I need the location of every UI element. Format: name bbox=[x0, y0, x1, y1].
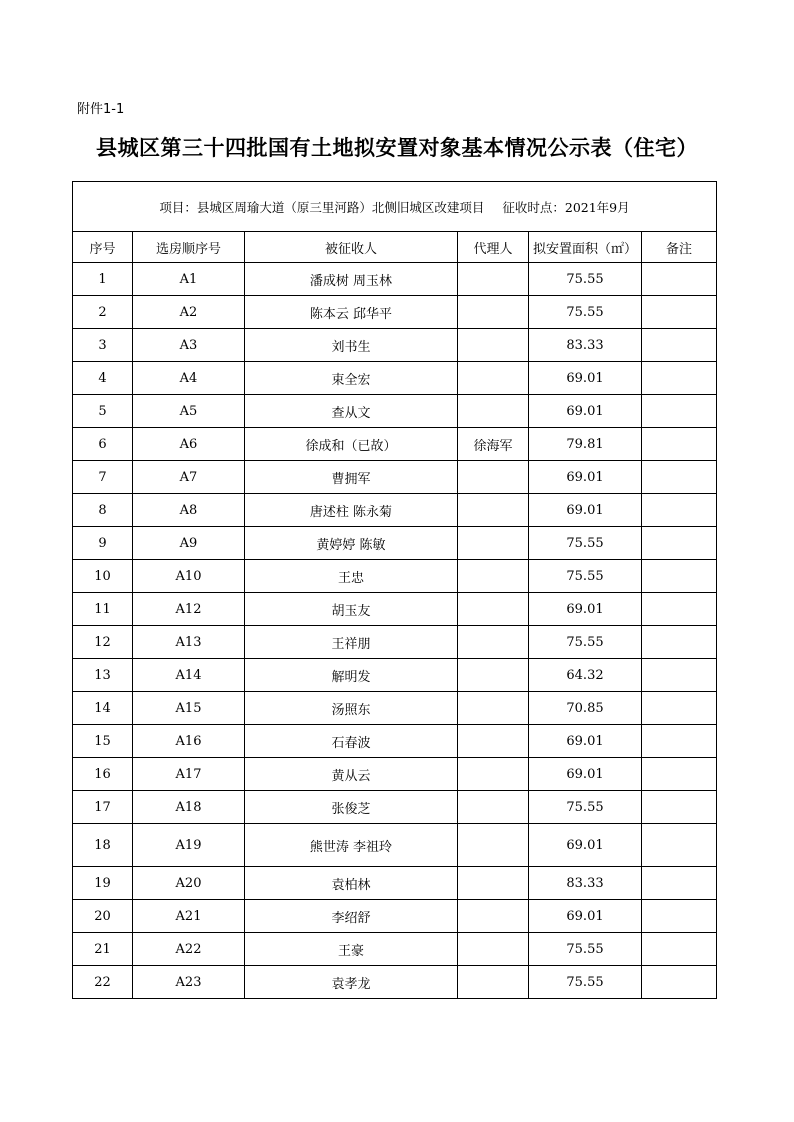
cell-order: A9 bbox=[133, 527, 245, 560]
cell-name: 王祥朋 bbox=[245, 626, 458, 659]
cell-order: A21 bbox=[133, 900, 245, 933]
cell-order: A1 bbox=[133, 263, 245, 296]
cell-area: 75.55 bbox=[529, 933, 642, 966]
cell-note bbox=[642, 966, 717, 999]
cell-no: 19 bbox=[73, 867, 133, 900]
cell-name: 石春波 bbox=[245, 725, 458, 758]
cell-area: 75.55 bbox=[529, 791, 642, 824]
cell-area: 75.55 bbox=[529, 527, 642, 560]
project-label: 项目：县城区周瑜大道（原三里河路）北侧旧城区改建项目 bbox=[159, 199, 485, 215]
cell-agent bbox=[458, 362, 529, 395]
cell-no: 1 bbox=[73, 263, 133, 296]
cell-no: 16 bbox=[73, 758, 133, 791]
cell-note bbox=[642, 867, 717, 900]
table-row bbox=[73, 428, 717, 461]
cell-order: A13 bbox=[133, 626, 245, 659]
cell-area: 69.01 bbox=[529, 395, 642, 428]
attachment-label: 附件1-1 bbox=[77, 102, 125, 117]
cell-area: 69.01 bbox=[529, 362, 642, 395]
cell-order: A15 bbox=[133, 692, 245, 725]
table-row bbox=[73, 626, 717, 659]
table-row bbox=[73, 296, 717, 329]
cell-name: 曹拥军 bbox=[245, 461, 458, 494]
cell-name: 刘书生 bbox=[245, 329, 458, 362]
cell-area: 69.01 bbox=[529, 494, 642, 527]
cell-agent bbox=[458, 560, 529, 593]
cell-no: 7 bbox=[73, 461, 133, 494]
cell-note bbox=[642, 263, 717, 296]
cell-no: 21 bbox=[73, 933, 133, 966]
cell-order: A22 bbox=[133, 933, 245, 966]
cell-agent bbox=[458, 933, 529, 966]
cell-name: 束全宏 bbox=[245, 362, 458, 395]
header-order: 选房顺序号 bbox=[133, 232, 245, 263]
cell-agent bbox=[458, 527, 529, 560]
cell-note bbox=[642, 362, 717, 395]
table-row bbox=[73, 461, 717, 494]
cell-note bbox=[642, 824, 717, 867]
cell-name: 张俊芝 bbox=[245, 791, 458, 824]
cell-area: 69.01 bbox=[529, 758, 642, 791]
table-row bbox=[73, 395, 717, 428]
table-row bbox=[73, 867, 717, 900]
cell-agent bbox=[458, 867, 529, 900]
cell-order: A4 bbox=[133, 362, 245, 395]
cell-no: 4 bbox=[73, 362, 133, 395]
cell-no: 18 bbox=[73, 824, 133, 867]
header-no: 序号 bbox=[73, 232, 133, 263]
cell-agent bbox=[458, 296, 529, 329]
cell-name: 李绍舒 bbox=[245, 900, 458, 933]
cell-note bbox=[642, 659, 717, 692]
cell-agent bbox=[458, 626, 529, 659]
resettlement-table bbox=[72, 181, 717, 999]
cell-order: A18 bbox=[133, 791, 245, 824]
cell-order: A2 bbox=[133, 296, 245, 329]
cell-no: 3 bbox=[73, 329, 133, 362]
table-row bbox=[73, 560, 717, 593]
cell-order: A12 bbox=[133, 593, 245, 626]
cell-name: 解明发 bbox=[245, 659, 458, 692]
cell-note bbox=[642, 395, 717, 428]
cell-order: A3 bbox=[133, 329, 245, 362]
cell-order: A10 bbox=[133, 560, 245, 593]
header-area: 拟安置面积（㎡） bbox=[529, 232, 642, 263]
cell-note bbox=[642, 560, 717, 593]
table-row bbox=[73, 791, 717, 824]
cell-name: 潘成树 周玉林 bbox=[245, 263, 458, 296]
cell-area: 64.32 bbox=[529, 659, 642, 692]
table-row bbox=[73, 692, 717, 725]
cell-agent bbox=[458, 395, 529, 428]
cell-order: A8 bbox=[133, 494, 245, 527]
cell-note bbox=[642, 791, 717, 824]
cell-name: 徐成和（已故） bbox=[245, 428, 458, 461]
table-row bbox=[73, 362, 717, 395]
cell-agent bbox=[458, 900, 529, 933]
cell-no: 8 bbox=[73, 494, 133, 527]
cell-no: 22 bbox=[73, 966, 133, 999]
project-info-row bbox=[73, 182, 717, 232]
cell-area: 75.55 bbox=[529, 626, 642, 659]
cell-no: 11 bbox=[73, 593, 133, 626]
cell-name: 唐述柱 陈永菊 bbox=[245, 494, 458, 527]
cell-area: 75.55 bbox=[529, 296, 642, 329]
cell-no: 13 bbox=[73, 659, 133, 692]
cell-area: 79.81 bbox=[529, 428, 642, 461]
table-body bbox=[73, 182, 717, 999]
cell-area: 69.01 bbox=[529, 725, 642, 758]
cell-no: 9 bbox=[73, 527, 133, 560]
cell-name: 王豪 bbox=[245, 933, 458, 966]
cell-no: 2 bbox=[73, 296, 133, 329]
cell-area: 69.01 bbox=[529, 824, 642, 867]
cell-note bbox=[642, 494, 717, 527]
cell-area: 75.55 bbox=[529, 966, 642, 999]
cell-note bbox=[642, 461, 717, 494]
cell-agent bbox=[458, 791, 529, 824]
cell-order: A14 bbox=[133, 659, 245, 692]
cell-area: 69.01 bbox=[529, 900, 642, 933]
cell-order: A20 bbox=[133, 867, 245, 900]
table-row bbox=[73, 758, 717, 791]
cell-no: 10 bbox=[73, 560, 133, 593]
cell-agent bbox=[458, 593, 529, 626]
cell-agent bbox=[458, 692, 529, 725]
cell-note bbox=[642, 692, 717, 725]
header-note: 备注 bbox=[642, 232, 717, 263]
cell-agent bbox=[458, 725, 529, 758]
cell-note bbox=[642, 527, 717, 560]
cell-note bbox=[642, 296, 717, 329]
cell-name: 袁柏林 bbox=[245, 867, 458, 900]
cell-area: 75.55 bbox=[529, 560, 642, 593]
cell-name: 汤照东 bbox=[245, 692, 458, 725]
cell-order: A19 bbox=[133, 824, 245, 867]
cell-name: 袁孝龙 bbox=[245, 966, 458, 999]
cell-no: 15 bbox=[73, 725, 133, 758]
cell-name: 熊世涛 李祖玲 bbox=[245, 824, 458, 867]
table-row bbox=[73, 900, 717, 933]
cell-name: 黄从云 bbox=[245, 758, 458, 791]
table-row bbox=[73, 933, 717, 966]
cell-order: A16 bbox=[133, 725, 245, 758]
cell-agent: 徐海军 bbox=[458, 428, 529, 461]
cell-area: 75.55 bbox=[529, 263, 642, 296]
cell-note bbox=[642, 933, 717, 966]
cell-order: A6 bbox=[133, 428, 245, 461]
table-row bbox=[73, 966, 717, 999]
cell-agent bbox=[458, 263, 529, 296]
page-title: 县城区第三十四批国有土地拟安置对象基本情况公示表（住宅） bbox=[96, 136, 698, 160]
table-row bbox=[73, 659, 717, 692]
table-header-row bbox=[73, 232, 717, 263]
cell-agent bbox=[458, 824, 529, 867]
project-info-cell bbox=[73, 182, 717, 232]
table-row bbox=[73, 527, 717, 560]
cell-agent bbox=[458, 758, 529, 791]
cell-area: 70.85 bbox=[529, 692, 642, 725]
cell-note bbox=[642, 758, 717, 791]
cell-name: 胡玉友 bbox=[245, 593, 458, 626]
table-row bbox=[73, 494, 717, 527]
cell-note bbox=[642, 725, 717, 758]
cell-order: A7 bbox=[133, 461, 245, 494]
cell-order: A17 bbox=[133, 758, 245, 791]
cell-note bbox=[642, 428, 717, 461]
cell-note bbox=[642, 900, 717, 933]
cell-name: 查从文 bbox=[245, 395, 458, 428]
table-row bbox=[73, 725, 717, 758]
cell-no: 14 bbox=[73, 692, 133, 725]
cell-order: A5 bbox=[133, 395, 245, 428]
cell-no: 17 bbox=[73, 791, 133, 824]
cell-agent bbox=[458, 494, 529, 527]
cell-no: 12 bbox=[73, 626, 133, 659]
cell-note bbox=[642, 593, 717, 626]
cell-area: 83.33 bbox=[529, 329, 642, 362]
table-row bbox=[73, 329, 717, 362]
cell-note bbox=[642, 329, 717, 362]
acquisition-time: 征收时点：2021年9月 bbox=[502, 199, 630, 215]
cell-no: 6 bbox=[73, 428, 133, 461]
cell-no: 20 bbox=[73, 900, 133, 933]
cell-name: 黄婷婷 陈敏 bbox=[245, 527, 458, 560]
cell-order: A23 bbox=[133, 966, 245, 999]
table-row bbox=[73, 593, 717, 626]
header-name: 被征收人 bbox=[245, 232, 458, 263]
cell-area: 83.33 bbox=[529, 867, 642, 900]
table-row bbox=[73, 824, 717, 867]
cell-agent bbox=[458, 329, 529, 362]
cell-name: 陈本云 邱华平 bbox=[245, 296, 458, 329]
header-agent: 代理人 bbox=[458, 232, 529, 263]
cell-agent bbox=[458, 461, 529, 494]
cell-note bbox=[642, 626, 717, 659]
cell-agent bbox=[458, 966, 529, 999]
cell-area: 69.01 bbox=[529, 461, 642, 494]
table-row bbox=[73, 263, 717, 296]
cell-agent bbox=[458, 659, 529, 692]
cell-name: 王忠 bbox=[245, 560, 458, 593]
cell-area: 69.01 bbox=[529, 593, 642, 626]
cell-no: 5 bbox=[73, 395, 133, 428]
